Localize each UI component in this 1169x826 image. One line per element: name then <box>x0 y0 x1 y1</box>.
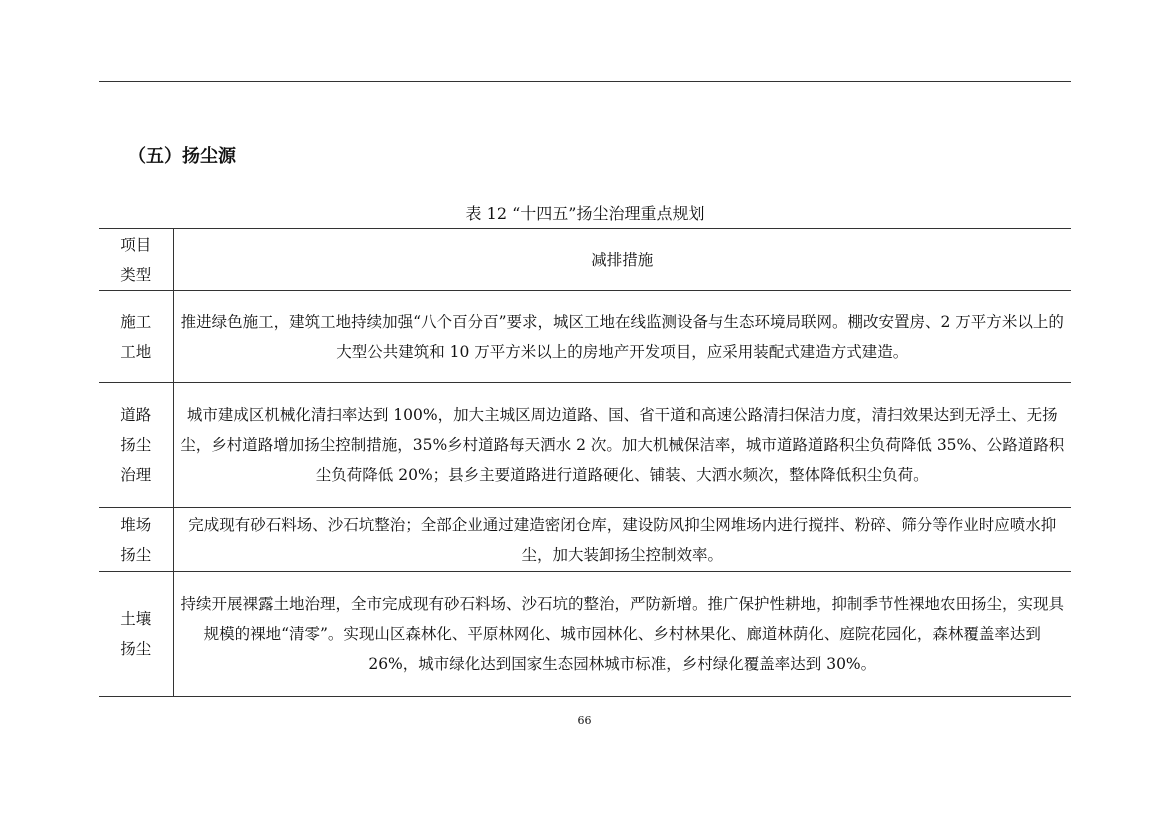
table-row <box>99 572 1071 697</box>
row-measures: 推进绿色施工，建筑工地持续加强“八个百分百”要求，城区工地在线监测设备与生态环境局联网。棚改安置房、2 万平方米以上的大型公共建筑和 10 万平方米以上的房地产开发项目，应采用装配式建造方式建造。 <box>173 291 1071 383</box>
table-row <box>99 291 1071 383</box>
header-rule <box>99 81 1071 82</box>
row-measures: 完成现有砂石料场、沙石坑整治；全部企业通过建造密闭仓库，建设防风抑尘网堆场内进行搅拌、粉碎、筛分等作业时应喷水抑尘，加大装卸扬尘控制效率。 <box>173 508 1071 572</box>
table-row <box>99 508 1071 572</box>
row-type: 道路扬尘治理 <box>99 383 173 508</box>
table-caption: 表 12 “十四五”扬尘治理重点规划 <box>465 204 705 223</box>
dust-control-plan-table <box>99 228 1071 697</box>
table-row <box>99 383 1071 508</box>
row-type: 土壤扬尘 <box>99 572 173 697</box>
header-type: 项目类型 <box>99 229 173 291</box>
page-number: 66 <box>577 714 592 727</box>
row-type: 堆场扬尘 <box>99 508 173 572</box>
section-heading: （五）扬尘源 <box>128 146 236 167</box>
header-measures: 减排措施 <box>173 229 1071 291</box>
row-measures: 持续开展裸露土地治理，全市完成现有砂石料场、沙石坑的整治，严防新增。推广保护性耕地，抑制季节性裸地农田扬尘，实现具规模的裸地“清零”。实现山区森林化、平原林网化、城市园林化、乡村林果化、廊道林荫化、庭院花园化，森林覆盖率达到 26%，城市绿化达到国家生态园林城市标准，乡村绿化覆盖率达到 30%。 <box>173 572 1071 697</box>
row-type: 施工工地 <box>99 291 173 383</box>
table-header-row <box>99 229 1071 291</box>
row-measures: 城市建成区机械化清扫率达到 100%，加大主城区周边道路、国、省干道和高速公路清扫保洁力度，清扫效果达到无浮土、无扬尘，乡村道路增加扬尘控制措施，35%乡村道路每天洒水 2 次。加大机械保洁率，城市道路道路积尘负荷降低 35%、公路道路积尘负荷降低 20%；县乡主要道路进行道路硬化、铺装、大洒水频次，整体降低积尘负荷。 <box>173 383 1071 508</box>
